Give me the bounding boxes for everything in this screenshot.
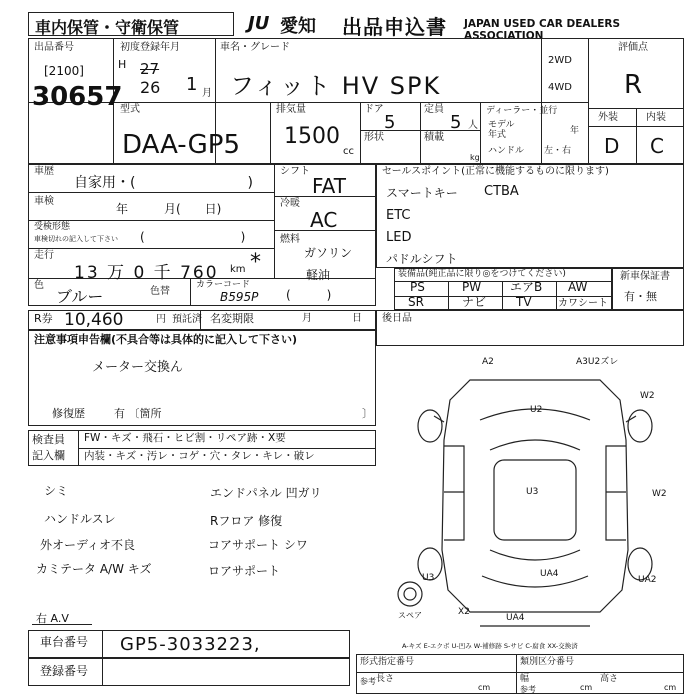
width-label: 幅: [520, 674, 530, 684]
mileage-unit: km: [230, 264, 246, 275]
equip-airbag: エアB: [510, 280, 543, 294]
doors-value: 5: [384, 112, 396, 133]
equip-sr: SR: [408, 295, 424, 309]
score-value: R: [624, 70, 643, 100]
first-reg-year-struck: 27: [140, 60, 160, 78]
color-label: 色: [34, 280, 44, 291]
lot-bracket: [2100]: [44, 64, 84, 78]
notes-label: 注意事項申告欄(不具合等は具体的に記入して下さい): [34, 333, 298, 346]
remark-8: ロアサポート: [208, 564, 281, 578]
recycle-value: 10,460: [64, 310, 124, 330]
storage-label-box: [28, 12, 234, 36]
selling-point-5: パドルシフト: [386, 252, 458, 266]
load-label: 積載: [424, 132, 444, 143]
mark-w2-side: W2: [652, 489, 667, 499]
equip-aw: AW: [568, 280, 588, 294]
damage-legend: A-キズ E-エクボ U-凹み W-補修跡 S-サビ C-腐食 XX-交換済: [402, 642, 578, 650]
fuel-diesel: 軽油: [306, 268, 331, 282]
ref-label-2: 参考: [520, 685, 536, 694]
class-number-label: 類別区分番号: [520, 657, 575, 667]
first-reg-label: 初度登録年月: [120, 42, 180, 53]
inspector-row-1: FW・キズ・飛石・ヒビ割・リペア跡・X要: [84, 432, 286, 444]
shape-label: 形状: [364, 132, 384, 143]
plate-label: 登録番号: [40, 664, 89, 678]
drive-4wd: 4WD: [548, 82, 572, 93]
height-label: 高さ: [600, 674, 619, 684]
mark-u3-left: U3: [422, 573, 435, 583]
after-day-block: [376, 310, 684, 346]
score-label: 評価点: [618, 42, 648, 53]
model-label: 車名・グレード: [220, 42, 290, 53]
model-year-label: モデル: [488, 120, 515, 130]
equip-navi: ナビ: [462, 295, 487, 309]
lot-label: 出品番号: [34, 42, 74, 53]
year-label: 年式: [488, 130, 507, 140]
inspector-row-2: 内装・キズ・汚レ・コゲ・穴・タレ・キレ・破レ: [84, 450, 315, 462]
equipment-label: 装備品(純正品に限り◎をつけてください): [398, 269, 566, 279]
mileage-value: 13 万 0 千 760: [74, 263, 219, 283]
repair-close: 〕: [362, 407, 373, 420]
year-unit: 年: [570, 126, 580, 136]
shift-value: FAT: [312, 174, 347, 198]
association-name: JAPAN USED CAR DEALERS ASSOCIATION: [464, 18, 621, 42]
name-change-label: 名変期限: [210, 312, 254, 325]
exterior-label: 外装: [598, 112, 618, 123]
spare-label: スペア: [398, 611, 422, 620]
color-change-label: 色替: [150, 286, 170, 297]
handle-label: ハンドル: [488, 146, 525, 156]
inspection-value: 年 月( 日): [116, 202, 222, 216]
type-label: 型式: [120, 104, 140, 115]
fuel-gasoline: ガソリン: [304, 246, 353, 260]
form-title: 出品申込書: [342, 15, 447, 39]
model-value: フィット HV SPK: [230, 72, 442, 100]
inspector-label: 検査員: [32, 433, 65, 446]
remark-5: エンドパネル 凹ガリ: [210, 486, 322, 500]
width-unit: cm: [580, 683, 593, 692]
remark-2: ハンドルスレ: [44, 512, 116, 526]
equip-tv: TV: [516, 295, 532, 309]
mileage-label: 走行: [34, 250, 54, 261]
mark-a3u2: A3U2ズレ: [576, 357, 619, 367]
mileage-mark: *: [250, 250, 261, 275]
first-reg-month-unit: 月: [202, 88, 212, 99]
selling-point-3: ETC: [386, 208, 411, 223]
recycle-unit: 円: [156, 314, 166, 325]
equip-pw: PW: [462, 280, 482, 294]
repair-label: 修復歴: [52, 407, 85, 420]
length-label: 長さ: [376, 674, 395, 684]
remark-6: Rフロア 修復: [210, 514, 283, 528]
mark-a2: A2: [482, 357, 494, 367]
reception-label: 受検形態: [34, 222, 71, 232]
remark-3: 外オーディオ不良: [40, 538, 136, 552]
mark-ua2: UA2: [638, 575, 657, 585]
fuel-label: 燃料: [280, 234, 300, 245]
color-code-value: B595P: [220, 290, 259, 304]
selling-point-1: スマートキー: [386, 186, 458, 200]
inspector-label-2: 記入欄: [32, 449, 65, 462]
ac-value: AC: [310, 208, 338, 232]
name-change-month: 月: [302, 313, 312, 324]
history-label: 車歴: [34, 166, 54, 177]
warranty-value: 有・無: [624, 290, 657, 303]
name-change-day: 日: [352, 313, 362, 324]
mark-w2-right: W2: [640, 391, 655, 401]
chassis-value: GP5-3033223,: [120, 634, 261, 655]
ref-label-1: 参考: [360, 677, 376, 686]
equip-ps: PS: [410, 280, 425, 294]
seats-unit: 人: [468, 120, 478, 131]
equip-seat: カワシート: [558, 298, 608, 309]
displacement-value: 1500: [284, 124, 340, 149]
mark-u2: U2: [530, 405, 543, 415]
displacement-label: 排気量: [276, 104, 306, 115]
warranty-label: 新車保証書: [620, 271, 670, 282]
mark-x2: X2: [458, 607, 470, 617]
seats-label: 定員: [424, 104, 444, 115]
height-unit: cm: [664, 683, 677, 692]
seats-value: 5: [450, 112, 462, 133]
ju-logo: JU: [248, 13, 270, 34]
notes-line-1: メーター交換ん: [92, 360, 184, 375]
first-reg-month: 1: [186, 74, 198, 95]
exterior-score: D: [604, 134, 620, 158]
reception-value: ( ): [140, 230, 246, 244]
mark-ua4-bottom: UA4: [506, 613, 525, 623]
ac-label: 冷暖: [280, 198, 300, 209]
recycle-note: 預託済: [172, 314, 202, 325]
storage-label: 車内保管・守衛保管: [35, 18, 180, 37]
displacement-unit: cc: [343, 146, 354, 157]
doors-label: ドア: [364, 104, 384, 115]
selling-point-4: LED: [386, 230, 412, 245]
length-unit: cm: [478, 683, 491, 692]
shift-label: シフト: [280, 166, 310, 177]
color-value: ブルー: [56, 287, 104, 306]
after-day-label: 後日品: [382, 313, 412, 324]
first-reg-era: H: [118, 58, 127, 71]
lot-number: 30657: [32, 82, 123, 112]
color-code-label: カラーコード: [196, 280, 251, 290]
fuel-blank: ( ): [286, 288, 332, 302]
form-number-label: 形式指定番号: [360, 657, 415, 667]
type-value: DAA-GP5: [122, 130, 240, 160]
history-value: 自家用・( ): [74, 175, 253, 191]
car-diagram: [390, 350, 684, 640]
dealer-label: ディーラー・並行: [486, 106, 558, 116]
remark-1: シミ: [44, 484, 69, 498]
mark-ua4-rear: UA4: [540, 569, 559, 579]
mark-u3-roof: U3: [526, 487, 539, 497]
repair-value: 有 〔箇所: [114, 407, 162, 420]
first-reg-year: 26: [140, 78, 161, 97]
load-unit: kg: [470, 153, 480, 162]
drive-2wd: 2WD: [548, 55, 572, 66]
remark-4: カミテータ A/W キズ: [36, 562, 152, 576]
inspector-signature: 右 A.V: [36, 612, 69, 625]
chassis-label: 車台番号: [40, 635, 89, 649]
selling-point-2: CTBA: [484, 184, 519, 199]
interior-score: C: [650, 134, 664, 158]
org-name: 愛知: [280, 16, 316, 37]
reception-note: 車検切れの記入して下さい: [34, 235, 118, 243]
handle-options: 左・右: [544, 146, 572, 156]
recycle-label: R券: [34, 312, 53, 325]
remark-7: コアサポート シワ: [208, 538, 308, 552]
interior-label: 内装: [646, 112, 666, 123]
selling-label: セールスポイント(正常に機能するものに限ります): [382, 166, 609, 177]
inspection-label: 車検: [34, 196, 54, 207]
